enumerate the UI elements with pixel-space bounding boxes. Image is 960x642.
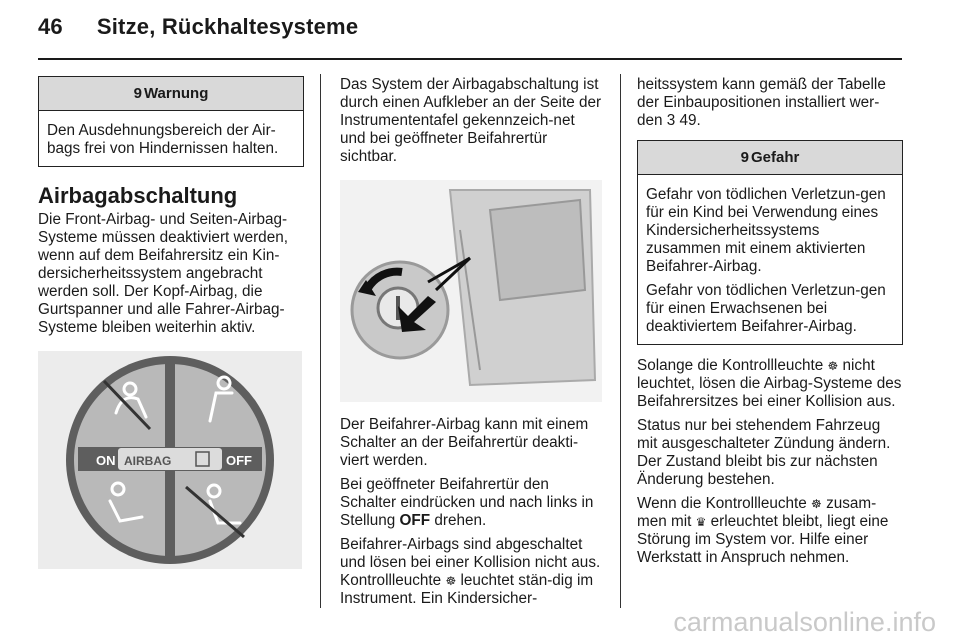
danger-box (637, 140, 903, 345)
airbag-warning-icon: ♛ (695, 515, 707, 529)
door-switch-illustration (340, 180, 602, 402)
telltale-text-1: Solange die Kontrollleuchte (637, 357, 824, 374)
danger-body (638, 175, 902, 344)
danger-triangle-icon: 9 (740, 149, 749, 166)
danger-text-child: Gefahr von tödlichen Verletzun-gen für ein Kind bei Verwendung eines Kindersicherheitssystems zusammen mit einem aktivierten Beifahrer-Airbag. (646, 186, 886, 275)
door-switch-graphic (340, 180, 602, 402)
fault-paragraph (637, 495, 903, 567)
deactivated-text-2: leuchtet stän-dig im Instrument. Ein Kindersicher- (340, 572, 594, 607)
intro-paragraph: Die Front-Airbag- und Seiten-Airbag-Systeme müssen deaktiviert werden, wenn auf dem Beifahrersitz ein Kin-dersicherheitssystem angebracht werden soll. Der Kopf-Airbag, die Gurtspanner und alle Fahrer-Airbag-Systeme bleiben weiterhin aktiv. (38, 211, 288, 336)
warning-header (39, 77, 303, 111)
danger-text-adult: Gefahr von tödlichen Verletzun-gen für einen Erwachsenen bei deaktiviertem Beifahrer-Airbag. (646, 282, 886, 335)
page-header (38, 14, 358, 40)
watermark: carmanualsonline.info (673, 607, 936, 637)
page-title: Sitze, Rückhaltesysteme (96, 14, 359, 39)
header-rule (38, 58, 902, 60)
column-divider-2 (620, 74, 621, 608)
airbag-sticker-graphic (38, 351, 302, 569)
airbag-label-illustration (38, 351, 302, 569)
status-paragraph: Status nur bei stehendem Fahrzeug mit ausgeschalteter Zündung ändern. Der Zustand bleibt bis zur nächsten Änderung bestehen. (637, 417, 891, 488)
page-reference: 3 49. (666, 112, 701, 129)
label-on-text: ON (96, 453, 116, 468)
sticker-paragraph: Das System der Airbagabschaltung ist durch einen Aufkleber an der Seite der Instrumententafel gekennzeich-net und bei geöffneter Beifahrertür sichtbar. (340, 76, 602, 165)
telltale-paragraph (637, 357, 903, 411)
column-divider-1 (320, 74, 321, 608)
press-paragraph (340, 476, 604, 530)
warning-text: Den Ausdehnungsbereich der Air-bags frei von Hindernissen halten. (47, 122, 279, 157)
section-heading: Airbagabschaltung (38, 183, 238, 208)
fault-text-2: zusam-men mit (637, 495, 877, 530)
warning-box (38, 76, 304, 167)
danger-title: Gefahr (750, 149, 800, 166)
deactivated-paragraph (340, 536, 604, 608)
airbag-off-telltale-icon-3: ☸ (811, 497, 822, 511)
install-text: heitssystem kann gemäß der Tabelle der Einbaupositionen installiert wer-den (637, 76, 886, 129)
column-2 (340, 76, 604, 614)
airbag-off-telltale-icon: ☸​ (445, 574, 457, 588)
warning-title: Warnung (143, 85, 209, 102)
airbag-off-telltale-icon-2: ☸ (827, 359, 839, 373)
telltale-text-2: nicht leuchtet, lösen die Airbag-Systeme des Beifahrersitzes bei einer Kollision aus. (637, 357, 902, 410)
press-text-1: Bei geöffneter Beifahrertür den Schalter eindrücken und nach links in Stellung (340, 476, 594, 529)
switch-paragraph: Der Beifahrer-Airbag kann mit einem Schalter an der Beifahrertür deakti-viert werden. (340, 416, 589, 469)
danger-header (638, 141, 902, 175)
label-airbag-text: AIRBAG (124, 454, 172, 468)
fault-text-1: Wenn die Kontrollleuchte (637, 495, 807, 512)
press-text-2: drehen. (434, 512, 487, 529)
install-paragraph (637, 76, 903, 130)
column-1 (38, 76, 304, 569)
page-number: 46 (38, 14, 63, 39)
warning-triangle-icon: 9 (133, 85, 142, 102)
warning-body (39, 111, 303, 166)
deactivated-text-1: Beifahrer-Airbags sind abgeschaltet und lösen bei einer Kollision nicht aus. Kontrollleuchte (340, 536, 601, 589)
label-off-text: OFF (226, 453, 252, 468)
off-position-label: OFF (399, 512, 431, 529)
column-3 (637, 76, 903, 573)
fault-text-3: erleuchtet bleibt, liegt eine Störung im System vor. Hilfe einer Werkstatt in Anspruch nehmen. (637, 513, 889, 566)
